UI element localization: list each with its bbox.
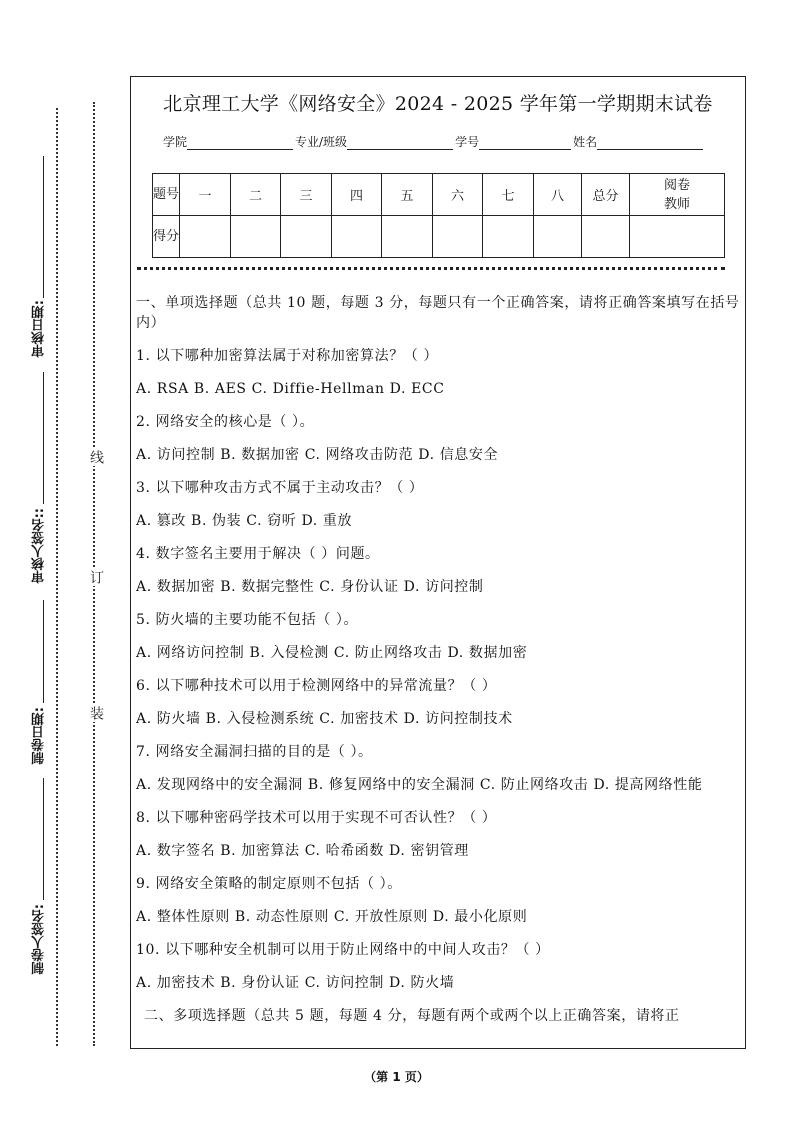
score-col-total: 总分 bbox=[582, 174, 630, 216]
reviewer-signature-label: 审核人签名:: bbox=[32, 508, 47, 584]
preparer-signature-label: 制卷人签名: bbox=[32, 904, 47, 975]
question-8-options: A. 数字签名 B. 加密算法 C. 哈希函数 D. 密钥管理 bbox=[136, 843, 469, 859]
score-cell[interactable] bbox=[382, 216, 433, 258]
score-table-score-row bbox=[153, 216, 725, 258]
question-6-options: A. 防火墙 B. 入侵检测系统 C. 加密技术 D. 访问控制技术 bbox=[136, 711, 513, 727]
section1-heading: 一、单项选择题（总共 10 题，每题 3 分，每题只有一个正确答案，请将正确答案填写在括号内） bbox=[136, 295, 740, 331]
score-cell[interactable] bbox=[231, 216, 281, 258]
question-1-options: A. RSA B. AES C. Diffie-Hellman D. ECC bbox=[136, 381, 445, 397]
prepare-date-line bbox=[43, 600, 44, 703]
score-col-8: 八 bbox=[534, 174, 582, 216]
question-8: 8. 以下哪种密码学技术可以用于实现不可否认性？（ ） bbox=[136, 810, 497, 826]
name-field[interactable] bbox=[597, 136, 703, 150]
score-cell[interactable] bbox=[180, 216, 231, 258]
score-cell[interactable] bbox=[534, 216, 582, 258]
prepare-date-label: 制卷日期: bbox=[32, 707, 47, 765]
binding-char-bind: 装 bbox=[88, 706, 104, 720]
score-table-row-label: 题号 bbox=[153, 174, 180, 216]
section2-heading: 二、多项选择题（总共 5 题，每题 4 分，每题有两个或两个以上正确答案，请将正 bbox=[144, 1008, 680, 1024]
exam-body bbox=[136, 293, 742, 1026]
page-number: （第 1 页） bbox=[364, 1070, 429, 1084]
score-col-3: 三 bbox=[281, 174, 332, 216]
college-field[interactable] bbox=[187, 136, 293, 150]
preparer-signature-line bbox=[43, 778, 44, 900]
question-10: 10. 以下哪种安全机制可以用于防止网络中的中间人攻击？（ ） bbox=[136, 942, 550, 958]
student-id-field[interactable] bbox=[479, 136, 571, 150]
student-info-row bbox=[163, 133, 705, 150]
score-cell[interactable] bbox=[483, 216, 534, 258]
score-col-2: 二 bbox=[231, 174, 281, 216]
score-cell[interactable] bbox=[433, 216, 483, 258]
college-label: 学院 bbox=[163, 135, 188, 149]
question-2-options: A. 访问控制 B. 数据加密 C. 网络攻击防范 D. 信息安全 bbox=[136, 447, 499, 463]
major-class-field[interactable] bbox=[347, 136, 453, 150]
score-table-header-row bbox=[153, 174, 725, 216]
score-col-grader: 阅卷教师 bbox=[630, 174, 725, 216]
question-4: 4. 数字签名主要用于解决（ ）问题。 bbox=[136, 546, 380, 562]
header-divider bbox=[137, 267, 725, 270]
name-label: 姓名 bbox=[573, 135, 598, 149]
review-date-label: 审核日期: bbox=[32, 300, 47, 358]
binding-char-line: 线 bbox=[88, 450, 104, 464]
score-col-5: 五 bbox=[382, 174, 433, 216]
score-cell[interactable] bbox=[332, 216, 382, 258]
score-col-6: 六 bbox=[433, 174, 483, 216]
exam-title: 北京理工大学《网络安全》2024 - 2025 学年第一学期期末试卷 bbox=[163, 93, 713, 115]
question-3: 3. 以下哪种攻击方式不属于主动攻击？（ ） bbox=[136, 480, 424, 496]
question-5-options: A. 网络访问控制 B. 入侵检测 C. 防止网络攻击 D. 数据加密 bbox=[136, 645, 528, 661]
score-col-4: 四 bbox=[332, 174, 382, 216]
question-4-options: A. 数据加密 B. 数据完整性 C. 身份认证 D. 访问控制 bbox=[136, 579, 484, 595]
score-col-1: 一 bbox=[180, 174, 231, 216]
question-1: 1. 以下哪种加密算法属于对称加密算法？（ ） bbox=[136, 348, 439, 364]
question-3-options: A. 篡改 B. 伪装 C. 窃听 D. 重放 bbox=[136, 513, 353, 529]
major-class-label: 专业/班级 bbox=[295, 135, 348, 149]
score-col-7: 七 bbox=[483, 174, 534, 216]
question-7: 7. 网络安全漏洞扫描的目的是（ ）。 bbox=[136, 744, 373, 760]
score-cell[interactable] bbox=[630, 216, 725, 258]
question-9-options: A. 整体性原则 B. 动态性原则 C. 开放性原则 D. 最小化原则 bbox=[136, 909, 528, 925]
question-7-options: A. 发现网络中的安全漏洞 B. 修复网络中的安全漏洞 C. 防止网络攻击 D. 提高网络性能 bbox=[136, 777, 703, 793]
question-5: 5. 防火墙的主要功能不包括（ ）。 bbox=[136, 612, 359, 628]
exam-frame bbox=[130, 76, 746, 1049]
binding-char-staple: 订 bbox=[88, 570, 104, 584]
reviewer-signature-line bbox=[43, 372, 44, 504]
score-cell[interactable] bbox=[281, 216, 332, 258]
score-table bbox=[152, 173, 725, 258]
student-id-label: 学号 bbox=[455, 135, 480, 149]
question-2: 2. 网络安全的核心是（ ）。 bbox=[136, 414, 315, 430]
question-6: 6. 以下哪种技术可以用于检测网络中的异常流量？（ ） bbox=[136, 678, 497, 694]
binding-dotted-line-left bbox=[56, 108, 58, 1046]
question-10-options: A. 加密技术 B. 身份认证 C. 访问控制 D. 防火墙 bbox=[136, 975, 455, 991]
score-table-score-label: 得分 bbox=[153, 216, 180, 258]
question-9: 9. 网络安全策略的制定原则不包括（ ）。 bbox=[136, 876, 402, 892]
review-date-line bbox=[43, 156, 44, 298]
score-cell[interactable] bbox=[582, 216, 630, 258]
